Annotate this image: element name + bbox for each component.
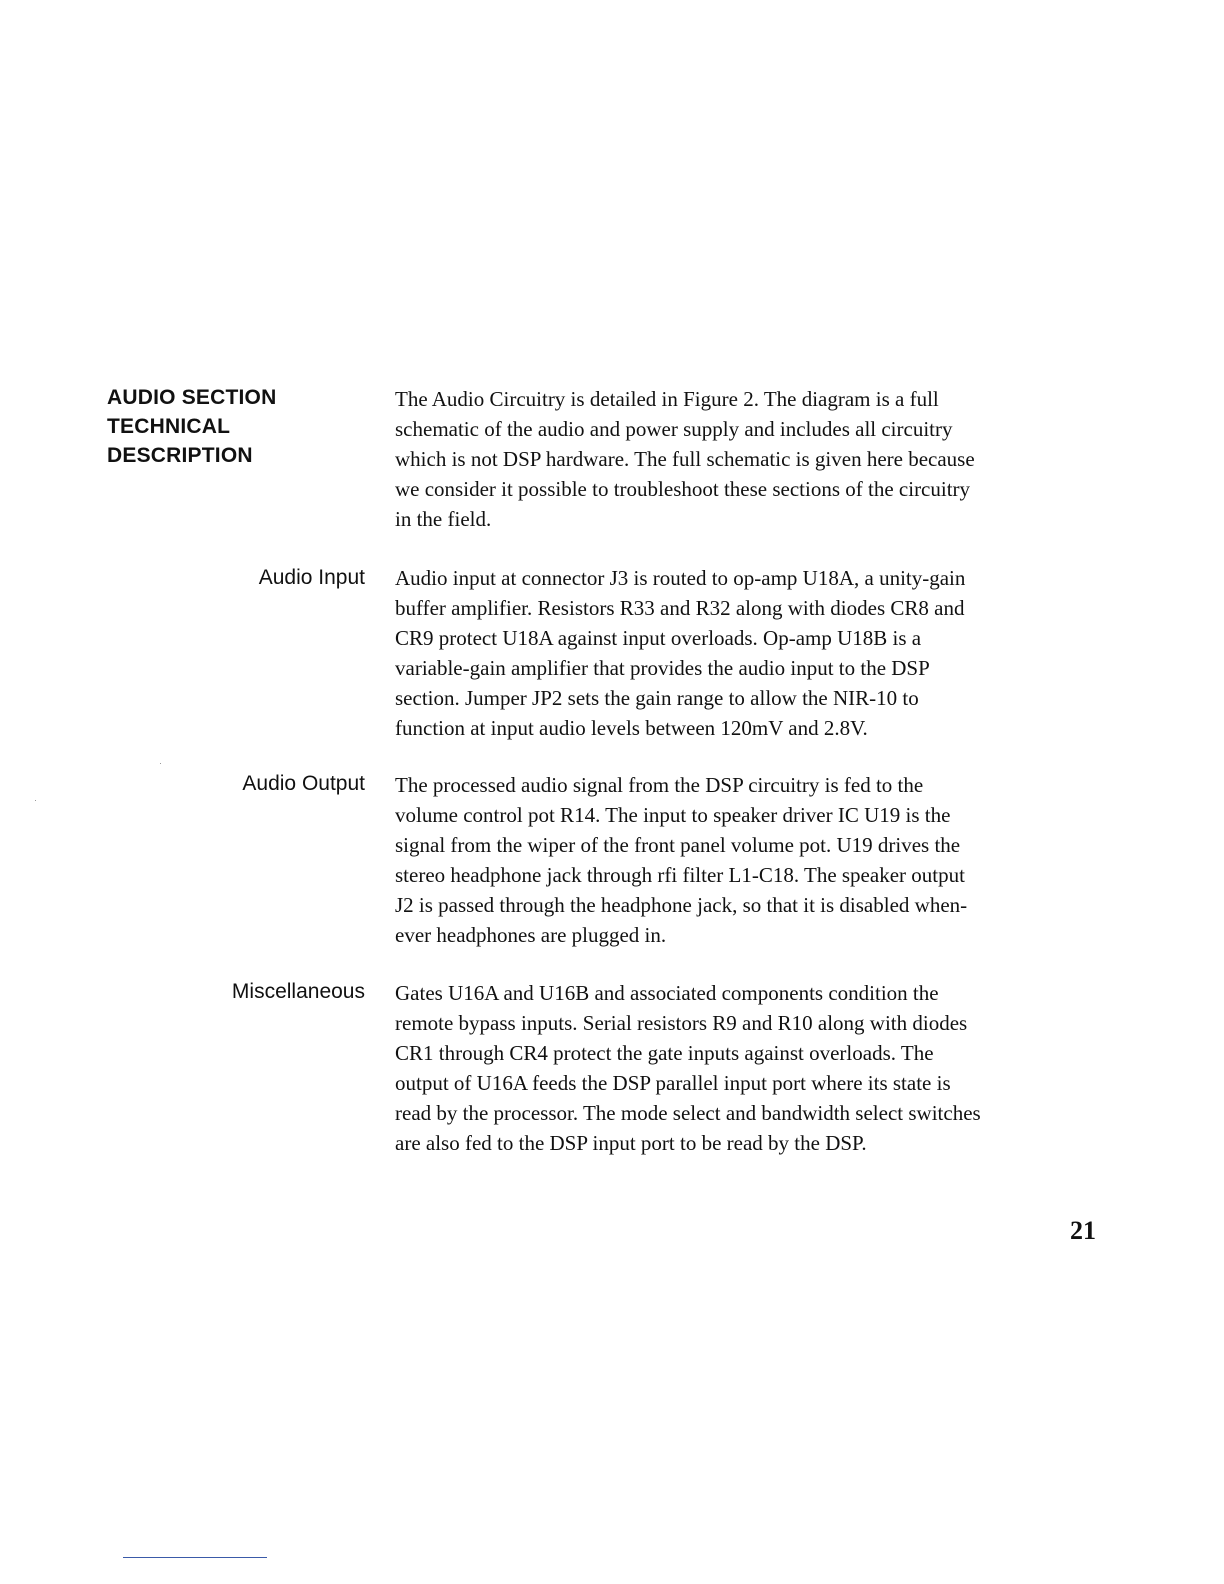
miscellaneous-paragraph [395,978,1095,1158]
paragraph-line: J2 is passed through the headphone jack, so that it is disabled when- [395,893,968,917]
audio-output-paragraph [395,770,1095,950]
paragraph-line: The processed audio signal from the DSP circuitry is fed to the [395,773,924,797]
subsection-label-audio-input: Audio Input [258,566,365,589]
scan-speck [35,800,36,801]
paragraph-line: in the field. [395,507,492,531]
paragraph-line: stereo headphone jack through rfi filter L1-C18. The speaker output [395,863,965,887]
paragraph-line: which is not DSP hardware. The full schematic is given here because [395,447,975,471]
paragraph-line: ever headphones are plugged in. [395,923,667,947]
paragraph-line: remote bypass inputs. Serial resistors R9 and R10 along with diodes [395,1011,968,1035]
paragraph-line: read by the processor. The mode select and bandwidth select switches [395,1101,981,1125]
paragraph-line: schematic of the audio and power supply and includes all circuitry [395,417,953,441]
paragraph-line: buffer amplifier. Resistors R33 and R32 along with diodes CR8 and [395,596,965,620]
subsection-label-miscellaneous: Miscellaneous [231,980,365,1003]
subsection-label-audio-output: Audio Output [242,772,365,795]
paragraph-line: variable-gain amplifier that provides the audio input to the DSP [395,656,930,680]
paragraph-line: CR1 through CR4 protect the gate inputs against overloads. The [395,1041,934,1065]
section-heading [107,383,357,470]
footer-rule [123,1557,267,1558]
paragraph-line: Gates U16A and U16B and associated components condition the [395,981,939,1005]
scan-speck [160,763,161,764]
paragraph-line: output of U16A feeds the DSP parallel input port where its state is [395,1071,951,1095]
paragraph-line: Audio input at connector J3 is routed to op-amp U18A, a unity-gain [395,566,966,590]
paragraph-line: section. Jumper JP2 sets the gain range to allow the NIR-10 to [395,686,919,710]
section-heading-line: TECHNICAL [107,415,231,438]
paragraph-line: CR9 protect U18A against input overloads. Op-amp U18B is a [395,626,922,650]
paragraph-line: we consider it possible to troubleshoot these sections of the circuitry [395,477,971,501]
section-heading-line: AUDIO SECTION [107,386,277,409]
paragraph-line: function at input audio levels between 120mV and 2.8V. [395,716,868,740]
page-number: 21 [1070,1216,1096,1245]
audio-input-paragraph [395,563,1095,743]
section-heading-line: DESCRIPTION [107,444,253,467]
paragraph-line: The Audio Circuitry is detailed in Figure 2. The diagram is a full [395,387,939,411]
intro-paragraph [395,384,1095,534]
paragraph-line: volume control pot R14. The input to speaker driver IC U19 is the [395,803,951,827]
paragraph-line: signal from the wiper of the front panel volume pot. U19 drives the [395,833,961,857]
paragraph-line: are also fed to the DSP input port to be read by the DSP. [395,1131,867,1155]
